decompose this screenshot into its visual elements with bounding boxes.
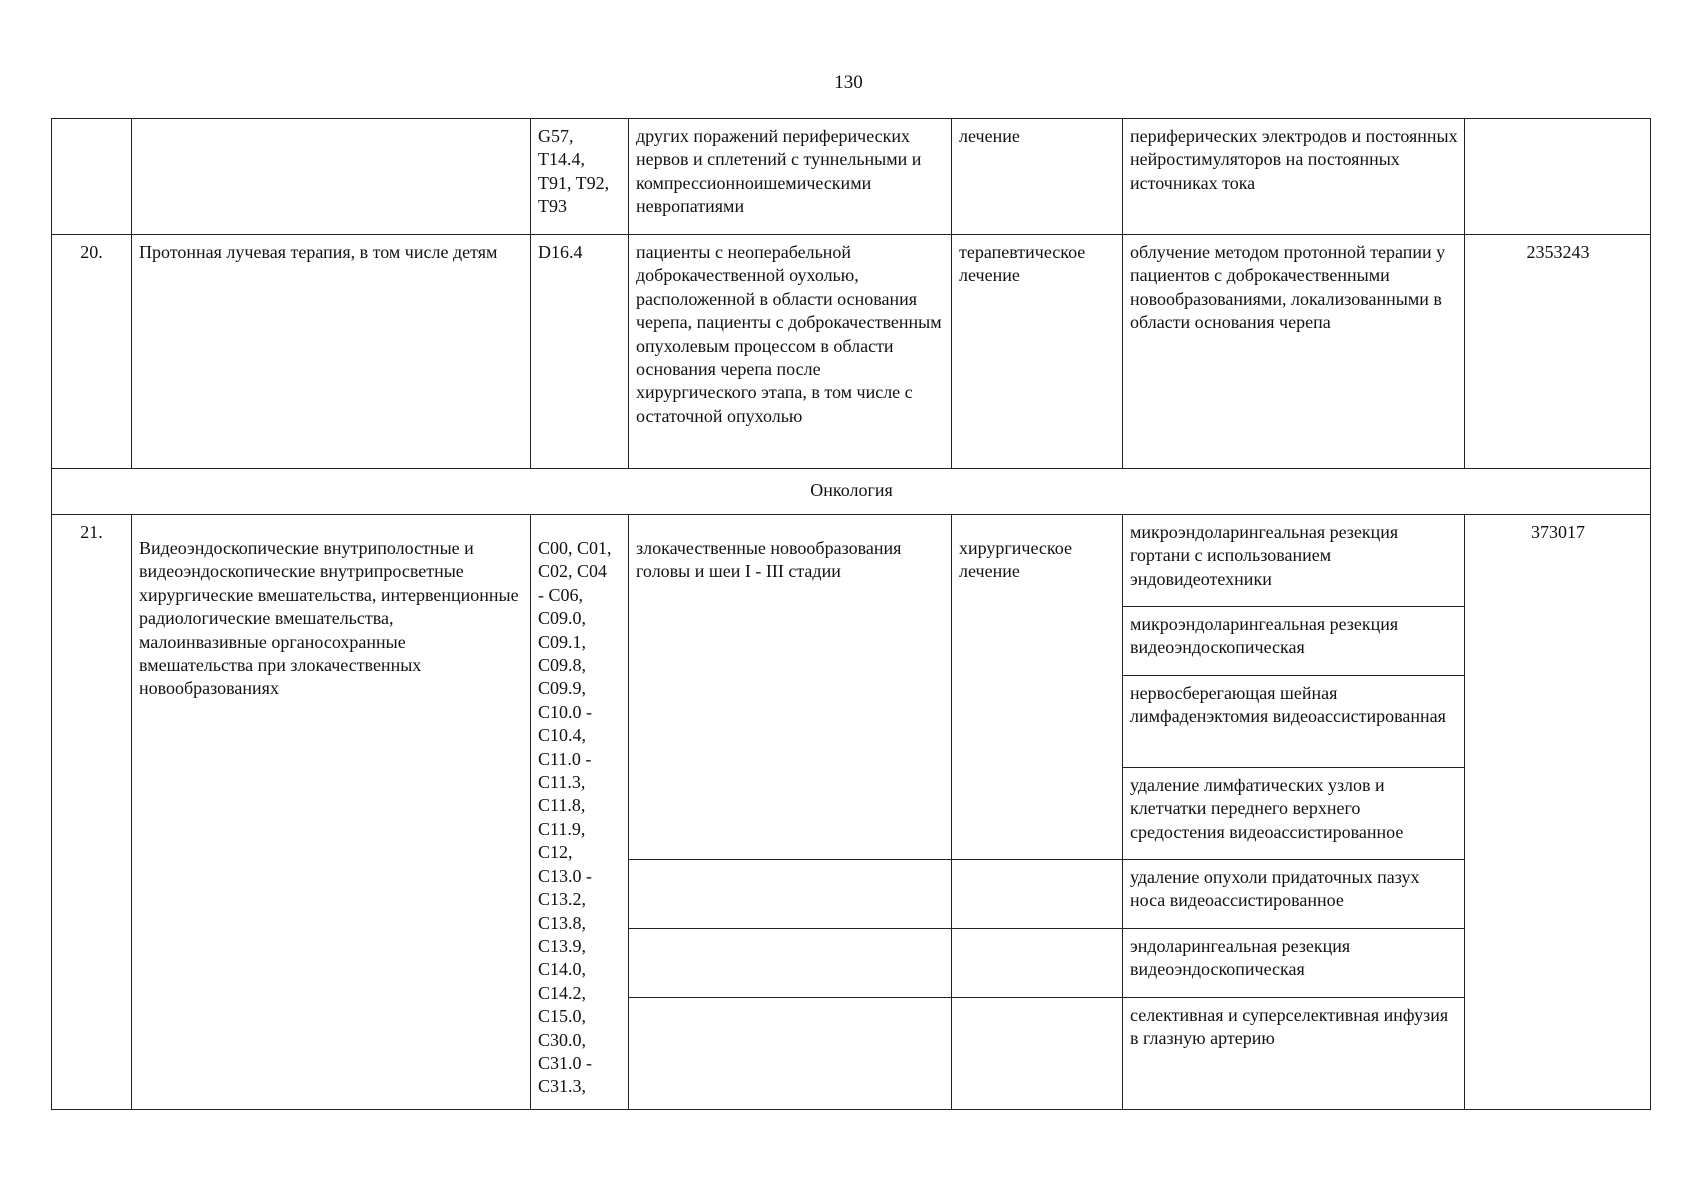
cell-treatment-method: облучение методом протонной терапии у пациентов с доброкачественными новообразованиями, локализованными в области основания черепа [1123,235,1465,469]
cell-cost: 2353243 [1465,235,1651,469]
cell-care-type-name: Протонная лучевая терапия, в том числе детям [132,235,531,469]
cell-row-number: 20. [52,235,132,469]
cell-row-number [52,119,132,235]
medical-care-table [51,118,1651,1110]
cell-treatment-type: лечение [952,119,1123,235]
cell-treatment-method: периферических электродов и постоянных нейростимуляторов на постоянных источниках тока [1123,119,1465,235]
cell-patient-model: злокачественные новообразования головы и шеи I - III стадии [629,515,952,860]
cell-treatment-method: селективная и суперселективная инфузия в глазную артерию [1123,998,1465,1110]
cell-treatment-method: микроэндоларингеальная резекция гортани с использованием эндовидеотехники [1123,515,1465,607]
table-row-20 [52,235,1651,469]
cell-treatment-method: удаление опухоли придаточных пазух носа видеоассистированное [1123,860,1465,929]
cell-icd-codes: G57, T14.4, T91, T92, T93 [531,119,629,235]
cell-icd-codes: C00, C01, C02, C04 - C06, C09.0, C09.1, C09.8, C09.9, C10.0 - C10.4, C11.0 - C11.3, C11.8, C11.9, C12, C13.0 - C13.2, C13.8, C13.9, C14.0, C14.2, C15.0, C30.0, C31.0 - C31.3, [531,515,629,1110]
cell-cost: 373017 [1465,515,1651,1110]
cell-patient-model: других поражений периферических нервов и сплетений с туннельными и компрессионноишемическими невропатиями [629,119,952,235]
cell-treatment-method: нервосберегающая шейная лимфаденэктомия видеоассистированная [1123,676,1465,768]
cell-treatment-type: хирургическое лечение [952,515,1123,860]
section-heading-row [52,469,1651,515]
cell-cost [1465,119,1651,235]
cell-icd-codes: D16.4 [531,235,629,469]
cell-row-number: 21. [52,515,132,1110]
empty-cell [952,860,1123,929]
empty-cell [629,860,952,929]
cell-treatment-method: удаление лимфатических узлов и клетчатки переднего верхнего средостения видеоассистированное [1123,768,1465,860]
table-row-continuation [52,119,1651,235]
empty-cell [952,998,1123,1110]
cell-treatment-type: терапевтическое лечение [952,235,1123,469]
empty-cell [629,929,952,998]
cell-care-type-name: Видеоэндоскопические внутриполостные и видеоэндоскопические внутрипросветные хирургические вмешательства, интервенционные радиологические вмешательства, малоинвазивные органосохранные вмешательства при злокачественных новообразованиях [132,515,531,1110]
cell-treatment-method: эндоларингеальная резекция видеоэндоскопическая [1123,929,1465,998]
cell-care-type-name [132,119,531,235]
cell-treatment-method: микроэндоларингеальная резекция видеоэндоскопическая [1123,607,1465,676]
empty-cell [952,929,1123,998]
section-title: Онкология [52,469,1651,515]
page-number: 130 [834,72,863,93]
cell-patient-model: пациенты с неоперабельной доброкачественной оухолью, расположенной в области основания черепа, пациенты с доброкачественным опухолевым процессом в области основания черепа после хирургического этапа, в том числе с остаточной опухолью [629,235,952,469]
empty-cell [629,998,952,1110]
table-row-21 [52,515,1651,607]
